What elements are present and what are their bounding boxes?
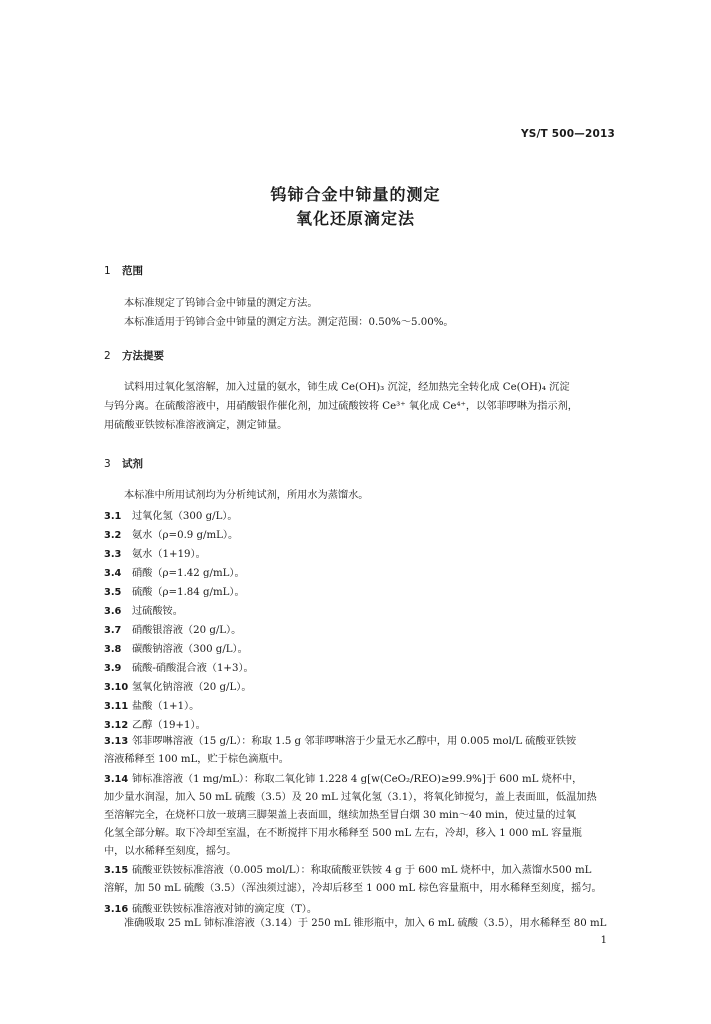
standard-code: YS/T 500—2013 bbox=[520, 128, 615, 140]
section-number: 3 bbox=[104, 458, 111, 470]
reagent-item bbox=[104, 545, 614, 560]
item-number: 3.10 bbox=[104, 682, 129, 693]
text-line: 试料用过氧化氢溶解，加入过量的氨水，铈生成 Ce(OH)₃ 沉淀，经加热完全转化成 Ce(OH)₄ 沉淀 bbox=[124, 382, 570, 393]
item-text: 氨水（1+19）。 bbox=[132, 549, 206, 560]
reagent-item bbox=[104, 602, 614, 617]
section-title: 方法提要 bbox=[122, 350, 164, 362]
reagent-item bbox=[104, 564, 614, 579]
reagent-item bbox=[104, 678, 614, 693]
section-2-heading bbox=[104, 348, 164, 363]
text-line: 至溶解完全，在烧杯口放一玻璃三脚架盖上表面皿，继续加热至冒白烟 30 min～40 min，使过量的过氧 bbox=[104, 810, 576, 821]
item-number: 3.9 bbox=[104, 663, 122, 674]
item-text: 铈标准溶液（1 mg/mL）：称取二氧化铈 1.228 4 g[w(CeO₂/REO)≥99.9%]于 600 mL 烧杯中， bbox=[132, 774, 583, 785]
item-text: 硝酸（ρ=1.42 g/mL）。 bbox=[132, 568, 245, 579]
reagent-item bbox=[104, 507, 614, 522]
item-number: 3.12 bbox=[104, 720, 129, 731]
item-text: 过氧化氢（300 g/L）。 bbox=[132, 511, 238, 522]
document-title: 钨铈合金中铈量的测定 bbox=[270, 185, 441, 204]
item-text: 碳酸钠溶液（300 g/L）。 bbox=[132, 644, 248, 655]
item-text: 乙醇（19+1）。 bbox=[132, 720, 206, 731]
reagent-item bbox=[104, 526, 614, 541]
item-number: 3.5 bbox=[104, 587, 122, 598]
procedure-text bbox=[104, 914, 610, 933]
item-text: 氨水（ρ=0.9 g/mL）。 bbox=[132, 530, 239, 541]
section-title: 试剂 bbox=[122, 458, 143, 470]
text-line: 与钨分离。在硫酸溶液中，用硝酸银作催化剂，加过硫酸铵将 Ce³⁺ 氧化成 Ce⁴⁺，以邻菲啰啉为指示剂， bbox=[104, 401, 578, 412]
item-number: 3.14 bbox=[104, 774, 129, 785]
reagent-item bbox=[104, 697, 614, 712]
section-title: 范围 bbox=[122, 265, 143, 277]
text-line: 溶解，加 50 mL 硫酸（3.5）（浑浊须过滤），冷却后移至 1 000 mL 棕色容量瓶中，用水稀释至刻度，摇匀。 bbox=[104, 883, 602, 894]
reagent-item bbox=[104, 659, 614, 674]
section-number: 1 bbox=[104, 265, 111, 277]
item-number: 3.16 bbox=[104, 904, 129, 915]
section-1-heading bbox=[104, 263, 143, 278]
item-text: 氢氧化钠溶液（20 g/L）。 bbox=[132, 682, 252, 693]
item-number: 3.1 bbox=[104, 511, 122, 522]
item-number: 3.3 bbox=[104, 549, 122, 560]
item-number: 3.15 bbox=[104, 865, 129, 876]
item-number: 3.11 bbox=[104, 701, 129, 712]
item-number: 3.4 bbox=[104, 568, 122, 579]
reagent-item bbox=[104, 640, 614, 655]
document-subtitle: 氧化还原滴定法 bbox=[295, 209, 415, 228]
item-text: 过硫酸铵。 bbox=[132, 606, 183, 617]
item-number: 3.2 bbox=[104, 530, 122, 541]
item-text: 盐酸（1+1）。 bbox=[132, 701, 200, 712]
text-line: 中，以水稀释至刻度，摇匀。 bbox=[104, 846, 237, 857]
text-line bbox=[104, 733, 614, 751]
text-line: 用硫酸亚铁铵标准溶液滴定，测定铈量。 bbox=[104, 420, 288, 431]
item-number: 3.13 bbox=[104, 736, 129, 747]
reagent-item bbox=[104, 716, 614, 731]
text-line: 本标准适用于钨铈合金中铈量的测定方法。测定范围：0.50%～5.00%。 bbox=[124, 317, 454, 328]
text-line: 本标准中所用试剂均为分析纯试剂，所用水为蒸馏水。 bbox=[124, 490, 369, 501]
section-3-intro bbox=[104, 486, 610, 505]
item-text: 邻菲啰啉溶液（15 g/L）：称取 1.5 g 邻菲啰啉溶于少量无水乙醇中，用 0.005 mol/L 硫酸亚铁铵 bbox=[132, 736, 577, 747]
item-text: 硫酸亚铁铵标准溶液对铈的滴定度（T）。 bbox=[132, 904, 318, 915]
item-text: 硫酸亚铁铵标准溶液（0.005 mol/L）：称取硫酸亚铁铵 4 g 于 600 mL 烧杯中，加入蒸馏水500 mL bbox=[132, 865, 592, 876]
text-line: 加少量水润湿，加入 50 mL 硫酸（3.5）及 20 mL 过氧化氢（3.1），将氧化铈搅匀，盖上表面皿，低温加热 bbox=[104, 792, 597, 803]
item-number: 3.8 bbox=[104, 644, 122, 655]
reagent-item-3-15 bbox=[104, 862, 614, 898]
item-number: 3.6 bbox=[104, 606, 122, 617]
section-3-heading bbox=[104, 456, 143, 471]
text-line: 本标准规定了钨铈合金中铈量的测定方法。 bbox=[124, 298, 318, 309]
section-2-body bbox=[104, 378, 610, 435]
text-line bbox=[104, 862, 614, 880]
reagent-item bbox=[104, 621, 614, 636]
reagent-item-3-14 bbox=[104, 771, 614, 861]
text-line: 溶液稀释至 100 mL，贮于棕色滴瓶中。 bbox=[104, 754, 289, 765]
section-1-body bbox=[104, 294, 610, 332]
text-line: 准确吸取 25 mL 铈标准溶液（3.14）于 250 mL 锥形瓶中，加入 6 mL 硫酸（3.5），用水稀释至 80 mL bbox=[124, 918, 607, 929]
text-line: 化氢全部分解。取下冷却至室温，在不断搅拌下用水稀释至 500 mL 左右，冷却，移入 1 000 mL 容量瓶 bbox=[104, 828, 582, 839]
item-text: 硫酸-硝酸混合液（1+3）。 bbox=[132, 663, 254, 674]
section-number: 2 bbox=[104, 350, 111, 362]
text-line bbox=[104, 771, 614, 789]
item-text: 硝酸银溶液（20 g/L）。 bbox=[132, 625, 242, 636]
page-number: 1 bbox=[600, 935, 607, 946]
reagent-item-3-13 bbox=[104, 733, 614, 769]
reagent-item-3-16 bbox=[104, 900, 614, 915]
item-text: 硫酸（ρ=1.84 g/mL）。 bbox=[132, 587, 245, 598]
reagent-item bbox=[104, 583, 614, 598]
item-number: 3.7 bbox=[104, 625, 122, 636]
